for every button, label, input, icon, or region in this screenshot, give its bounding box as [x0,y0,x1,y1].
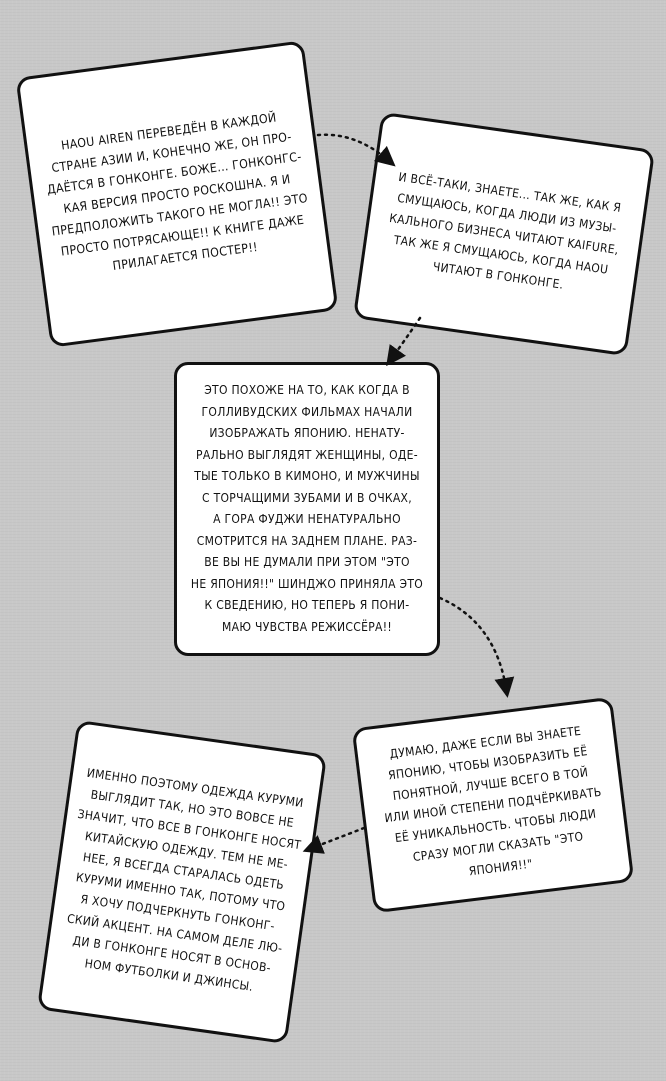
text-panel-embarrassment [353,112,655,356]
text-panel-kurumi-clothing [37,720,327,1044]
panel-text: И ВСЁ-ТАКИ, ЗНАЕТЕ... ТАК ЖЕ, КАК Я СМУЩАЮСЬ, КОГДА ЛЮДИ ИЗ МУЗЫ- КАЛЬНОГО БИЗНЕСА ЧИТАЮТ KAIFURE, ТАК ЖЕ Я СМУЩАЮСЬ, КОГДА HAOU ЧИТАЮТ В ГОНКОНГЕ. [388,169,623,292]
panel-text: ДУМАЮ, ДАЖЕ ЕСЛИ ВЫ ЗНАЕТЕ ЯПОНИЮ, ЧТОБЫ ИЗОБРАЗИТЬ ЕЁ ПОНЯТНОЙ, ЛУЧШЕ ВСЕГО В ТОЙ ИЛИ ИНОЙ СТЕПЕНИ ПОДЧЁРКИВАТЬ ЕЁ УНИКАЛЬНОСТЬ. ЧТОБЫ ЛЮДИ СРАЗУ МОГЛИ СКАЗАТЬ "ЭТО ЯПОНИЯ!!" [383,723,603,878]
panel-text: ЭТО ПОХОЖЕ НА ТО, КАК КОГДА В ГОЛЛИВУДСКИХ ФИЛЬМАХ НАЧАЛИ ИЗОБРАЖАТЬ ЯПОНИЮ. НЕНАТУ- РАЛЬНО ВЫГЛЯДЯТ ЖЕНЩИНЫ, ОДЕ- ТЫЕ ТОЛЬКО В КИМОНО, И МУЖЧИНЫ С ТОРЧАЩИМИ ЗУБАМИ И В ОЧКАХ, А ГОРА ФУДЖИ НЕНАТУРАЛЬНО СМОТРИТСЯ НА ЗАДНЕМ ПЛАНЕ. РАЗ- ВЕ ВЫ НЕ ДУМАЛИ ПРИ ЭТОМ "ЭТО НЕ ЯПОНИЯ!!" ШИНДЖО ПРИНЯЛА ЭТО К СВЕДЕНИЮ, НО ТЕПЕРЬ Я ПОНИ- МАЮ ЧУВСТВА РЕЖИССЁРА!! [190,383,424,634]
text-panel-hong-kong-edition [15,40,338,348]
text-panel-hollywood-japan [174,362,440,656]
dotted-arrow-3-to-4 [440,598,506,688]
dotted-arrow-4-to-5 [312,828,364,848]
panel-text: ИМЕННО ПОЭТОМУ ОДЕЖДА КУРУМИ ВЫГЛЯДИТ ТАК, НО ЭТО ВОВСЕ НЕ ЗНАЧИТ, ЧТО ВСЕ В ГОНКОНГЕ НОСЯТ КИТАЙСКУЮ ОДЕЖДУ. ТЕМ НЕ МЕ- НЕЕ, Я ВСЕГДА СТАРАЛАСЬ ОДЕТЬ КУРУМИ ИМЕННО ТАК, ПОТОМУ ЧТО Я ХОЧУ ПОДЧЕРКНУТЬ ГОНКОНГ- СКИЙ АКЦЕНТ. НА САМОМ ДЕЛЕ ЛЮ- ДИ В ГОНКОНГЕ НОСЯТ В ОСНОВ- НОМ ФУТБОЛКИ И ДЖИНСЫ. [66,765,305,994]
panel-text: HAOU AIREN ПЕРЕВЕДЁН В КАЖДОЙ СТРАНЕ АЗИИ И, КОНЕЧНО ЖЕ, ОН ПРО- ДАЁТСЯ В ГОНКОНГЕ. БОЖЕ... ГОНКОНГС- КАЯ ВЕРСИЯ ПРОСТО РОСКОШНА. Я И ПРЕДПОЛОЖИТЬ ТАКОГО НЕ МОГЛА!! ЭТО ПРОСТО ПОТРЯСАЮЩЕ!! К КНИГЕ ДАЖЕ ПРИЛАГАЕТСЯ ПОСТЕР!! [46,109,309,273]
text-panel-uniqueness [352,697,635,914]
